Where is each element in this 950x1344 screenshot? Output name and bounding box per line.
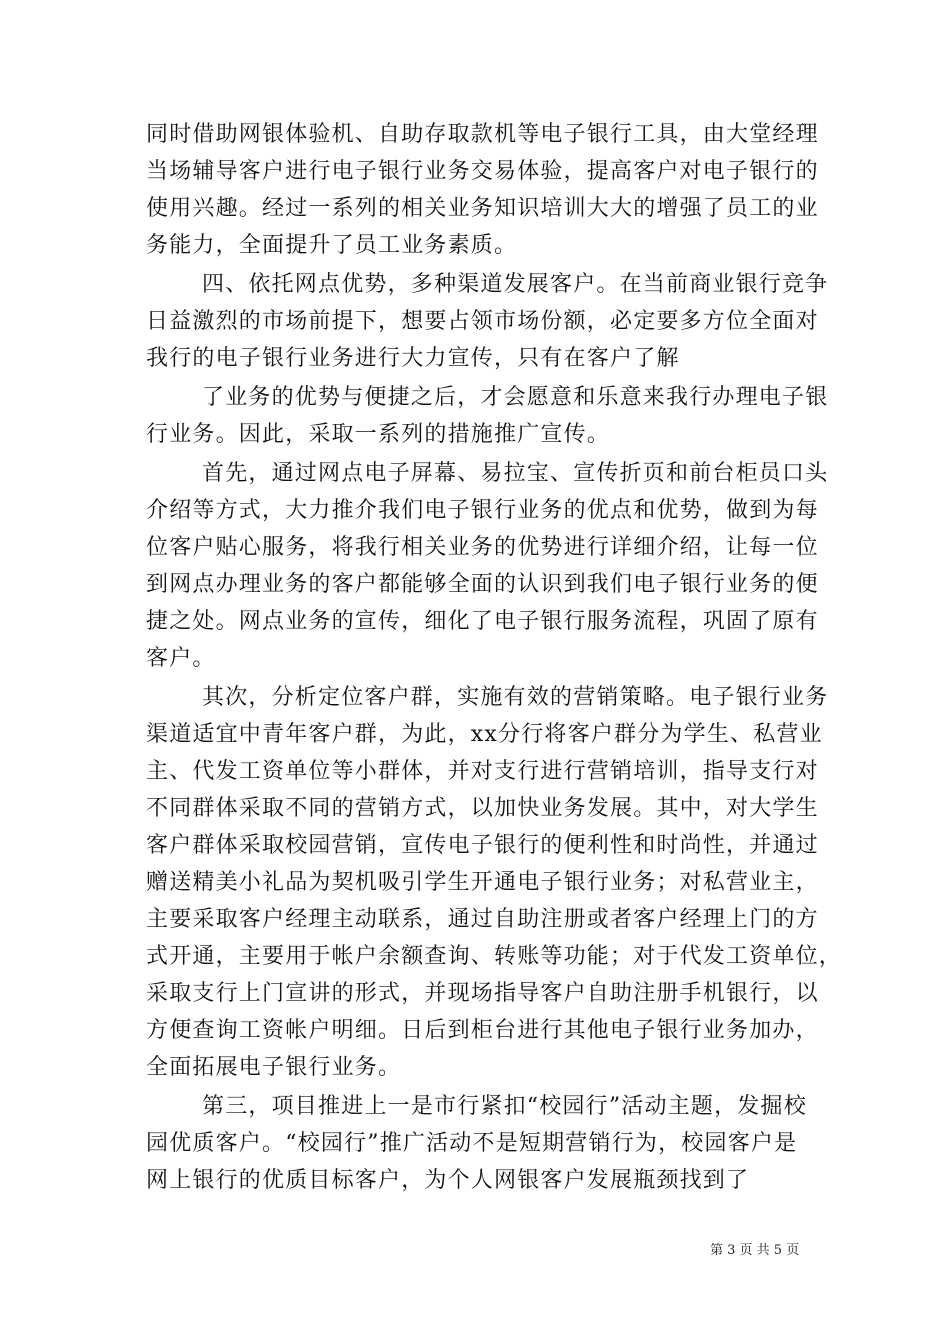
paragraph-4 xyxy=(146,455,829,677)
text-line: 客户群体采取校园营销，宣传电子银行的便利性和时尚性，并通过 xyxy=(146,833,819,858)
paragraph-2 xyxy=(146,266,829,377)
page-number: 第 3 页 共 5 页 xyxy=(710,1243,800,1258)
text-line: 使用兴趣。经过一系列的相关业务知识培训大大的增强了员工的业 xyxy=(146,196,819,221)
text-line: 当场辅导客户进行电子银行业务交易体验，提高客户对电子银行的 xyxy=(146,159,819,184)
text-line: 位客户贴心服务，将我行相关业务的优势进行详细介绍，让每一位 xyxy=(146,535,819,560)
text-line: 网上银行的优质目标客户，为个人网银客户发展瓶颈找到了 xyxy=(146,1168,750,1193)
text-line: 式开通，主要用于帐户余额查询、转账等功能；对于代发工资单位， xyxy=(146,944,843,969)
text-line: 园优质客户。“校园行”推广活动不是短期营销行为，校园客户是 xyxy=(146,1131,798,1156)
text-line: 四、依托网点优势，多种渠道发展客户。在当前商业银行竞争 xyxy=(202,272,829,297)
text-line: 捷之处。网点业务的宣传，细化了电子银行服务流程，巩固了原有 xyxy=(146,609,819,634)
text-line: 介绍等方式，大力推介我们电子银行业务的优点和优势，做到为每 xyxy=(146,498,819,523)
paragraph-3 xyxy=(146,379,829,453)
text-line: 第三，项目推进上一是市行紧扣“校园行”活动主题，发掘校 xyxy=(202,1094,807,1119)
text-line: 首先，通过网点电子屏幕、易拉宝、宣传折页和前台柜员口头 xyxy=(202,461,829,486)
text-line: 主要采取客户经理主动联系，通过自助注册或者客户经理上门的方 xyxy=(146,907,819,932)
text-line: 不同群体采取不同的营销方式，以加快业务发展。其中，对大学生 xyxy=(146,796,819,821)
paragraph-5 xyxy=(146,679,843,1086)
text-line: 行业务。因此，采取一系列的措施推广宣传。 xyxy=(146,422,611,447)
text-line: 同时借助网银体验机、自助存取款机等电子银行工具，由大堂经理 xyxy=(146,122,819,147)
text-line: 务能力，全面提升了员工业务素质。 xyxy=(146,233,518,258)
text-line: 日益激烈的市场前提下，想要占领市场份额，必定要多方位全面对 xyxy=(146,309,819,334)
text-line: 了业务的优势与便捷之后，才会愿意和乐意来我行办理电子银 xyxy=(202,385,829,410)
text-line: 到网点办理业务的客户都能够全面的认识到我们电子银行业务的便 xyxy=(146,572,819,597)
document-body xyxy=(146,116,843,1199)
text-line: 客户。 xyxy=(146,646,216,671)
text-line: 其次，分析定位客户群，实施有效的营销策略。电子银行业务 xyxy=(202,685,829,710)
text-line: 我行的电子银行业务进行大力宣传，只有在客户了解 xyxy=(146,346,680,371)
paragraph-6 xyxy=(146,1088,826,1199)
text-line: 采取支行上门宣讲的形式，并现场指导客户自助注册手机银行，以 xyxy=(146,981,819,1006)
text-line: 主、代发工资单位等小群体，并对支行进行营销培训，指导支行对 xyxy=(146,759,819,784)
text-line: 赠送精美小礼品为契机吸引学生开通电子银行业务；对私营业主， xyxy=(146,870,819,895)
text-line: 渠道适宜中青年客户群，为此，xx分行将客户群分为学生、私营业 xyxy=(146,722,823,747)
text-line: 全面拓展电子银行业务。 xyxy=(146,1055,402,1080)
text-line: 方便查询工资帐户明细。日后到柜台进行其他电子银行业务加办， xyxy=(146,1018,819,1043)
paragraph-1 xyxy=(146,116,826,264)
